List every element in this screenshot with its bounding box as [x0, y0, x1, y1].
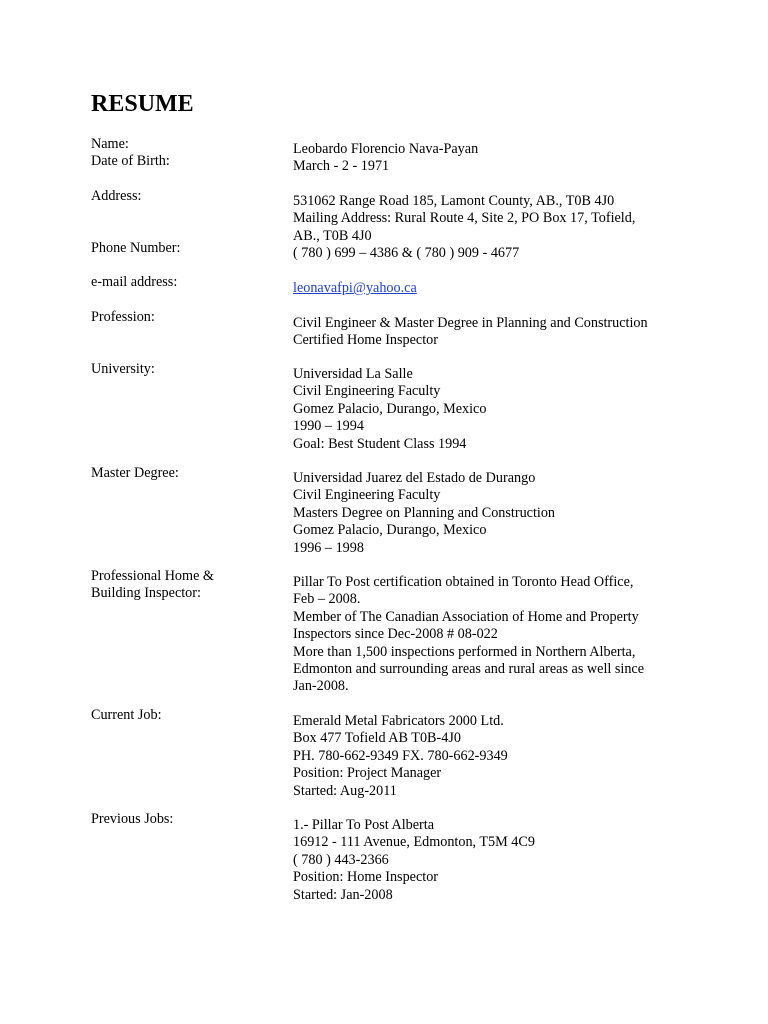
phone-value: ( 780 ) 699 – 4386 & ( 780 ) 909 - 4677 — [293, 245, 520, 261]
profession-line: Certified Home Inspector — [293, 332, 438, 349]
inspector-line: Edmonton and surrounding areas and rural areas as well since — [293, 661, 645, 678]
dob-label-text: Date of Birth: — [91, 153, 170, 170]
current-job-label: Current Job: — [91, 707, 162, 723]
university-line: Gomez Palacio, Durango, Mexico — [293, 400, 487, 417]
master-line: Universidad Juarez del Estado de Durango — [293, 470, 536, 486]
address-line: Mailing Address: Rural Route 4, Site 2, PO Box 17, Tofield, — [293, 210, 636, 227]
university-line: 1990 – 1994 — [293, 418, 364, 435]
current-job-value — [293, 713, 508, 800]
inspector-line: Member of The Canadian Association of Home and Property — [293, 608, 639, 625]
email-value — [293, 280, 417, 297]
master-line: 1996 – 1998 — [293, 539, 364, 556]
university-label: University: — [91, 361, 155, 377]
inspector-line: Feb – 2008. — [293, 591, 361, 608]
profession-label: Profession: — [91, 309, 155, 325]
master-label: Master Degree: — [91, 465, 179, 481]
master-line: Masters Degree on Planning and Construction — [293, 504, 556, 521]
inspector-line: Pillar To Post certification obtained in Toronto Head Office, — [293, 574, 634, 590]
profession-line: Civil Engineer & Master Degree in Planning and Construction — [293, 315, 648, 331]
name-label — [91, 136, 170, 171]
university-line: Goal: Best Student Class 1994 — [293, 435, 467, 452]
inspector-line: Inspectors since Dec-2008 # 08-022 — [293, 626, 498, 643]
inspector-label-line: Building Inspector: — [91, 585, 201, 602]
current-job-line: Started: Aug-2011 — [293, 782, 397, 799]
name-label-text: Name: — [91, 136, 129, 152]
master-line: Civil Engineering Faculty — [293, 487, 441, 504]
address-label: Address: — [91, 188, 142, 204]
phone-label: Phone Number: — [91, 240, 181, 256]
inspector-line: Jan-2008. — [293, 678, 349, 695]
current-job-line: PH. 780-662-9349 FX. 780-662-9349 — [293, 747, 508, 764]
previous-job-line: 16912 - 111 Avenue, Edmonton, T5M 4C9 — [293, 834, 535, 851]
previous-job-line: ( 780 ) 443-2366 — [293, 851, 389, 868]
previous-jobs-value — [293, 817, 535, 904]
inspector-label — [91, 568, 214, 603]
current-job-line: Position: Project Manager — [293, 765, 442, 782]
name-text: Leobardo Florencio Nava-Payan — [293, 141, 479, 157]
master-line: Gomez Palacio, Durango, Mexico — [293, 522, 487, 539]
page-title: RESUME — [91, 91, 194, 117]
university-line: Universidad La Salle — [293, 366, 413, 382]
email-label: e-mail address: — [91, 274, 178, 290]
inspector-line: More than 1,500 inspections performed in Northern Alberta, — [293, 643, 636, 660]
email-link[interactable]: leonavafpi@yahoo.ca — [293, 280, 417, 296]
profession-value — [293, 315, 648, 350]
inspector-label-line: Professional Home & — [91, 568, 214, 584]
name-value — [293, 141, 478, 176]
address-line: AB., T0B 4J0 — [293, 227, 372, 244]
inspector-value — [293, 574, 644, 696]
previous-job-line: Started: Jan-2008 — [293, 886, 393, 903]
dob-text: March - 2 - 1971 — [293, 158, 390, 175]
master-value — [293, 470, 555, 557]
current-job-line: Emerald Metal Fabricators 2000 Ltd. — [293, 713, 504, 729]
university-line: Civil Engineering Faculty — [293, 383, 441, 400]
address-line: 531062 Range Road 185, Lamont County, AB., T0B 4J0 — [293, 193, 615, 209]
address-value — [293, 193, 635, 245]
previous-job-line: Position: Home Inspector — [293, 869, 439, 886]
previous-jobs-label: Previous Jobs: — [91, 811, 174, 827]
university-value — [293, 366, 486, 453]
previous-job-line: 1.- Pillar To Post Alberta — [293, 817, 435, 833]
current-job-line: Box 477 Tofield AB T0B-4J0 — [293, 730, 461, 747]
